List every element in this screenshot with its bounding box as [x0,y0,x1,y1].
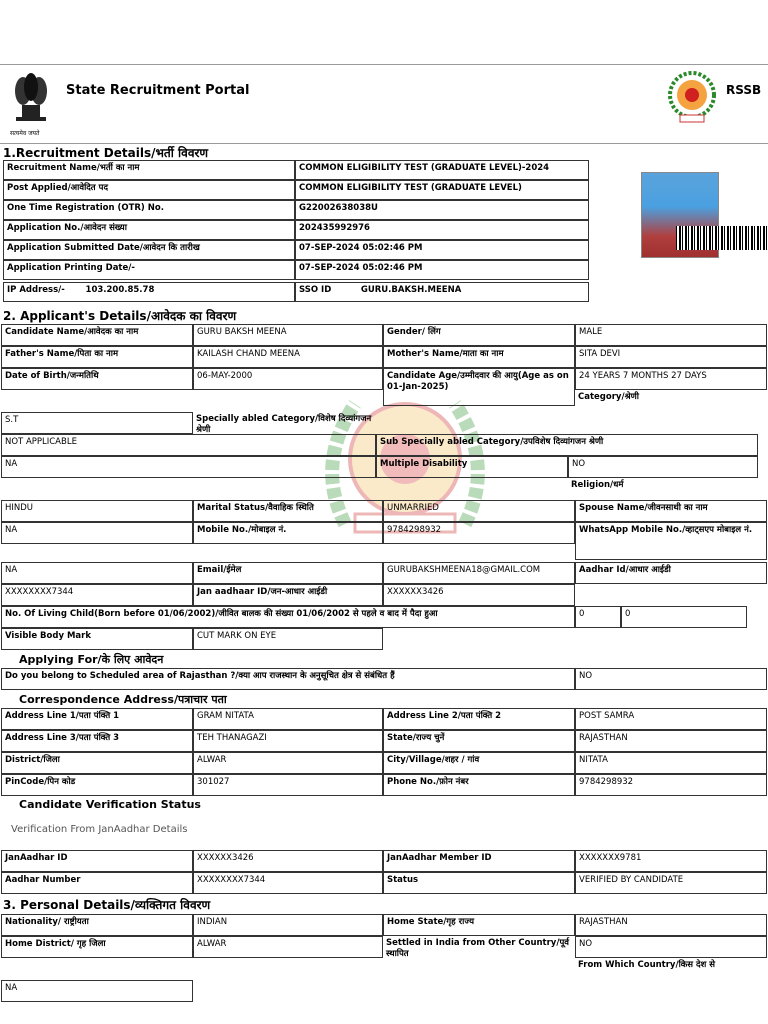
recruitment-label: Application Submitted Date/आवेदन कि तारीख [3,240,295,260]
label-state: State/राज्य चुनें [383,730,575,752]
label-dob: Date of Birth/जन्मतिथि [1,368,193,390]
value-specially-abled: NOT APPLICABLE [1,434,376,456]
value-multiple-disability: NO [568,456,758,478]
label-category: Category/श्रेणी [578,392,639,402]
ip-cell: IP Address/- 103.200.85.78 [3,282,295,302]
rssb-logo-icon [668,69,716,125]
label-spouse: Spouse Name/जीवनसाथी का नाम [575,500,767,522]
value-address1: GRAM NITATA [193,708,383,730]
value-category: S.T [1,412,193,434]
label-mother: Mother's Name/माता का नाम [383,346,575,368]
label-marital: Marital Status/वैवाहिक स्थिति [193,500,383,522]
label-gender: Gender/ लिंग [383,324,575,346]
value-age: 24 YEARS 7 MONTHS 27 DAYS [575,368,767,390]
value-living-child-2: 0 [621,606,747,628]
recruitment-value: COMMON ELIGIBILITY TEST (GRADUATE LEVEL)-2024 [295,160,589,180]
emblem-motto: सत्यमेव जयते [10,130,40,137]
value-home-state: RAJASTHAN [575,914,767,936]
label-living-child: No. Of Living Child(Born before 01/06/2002)/जीवित बालक की संख्या 01/06/2002 से पहले व बाद में पैदा हुआ [1,606,575,628]
section-applying-for: Applying For/के लिए आवेदन [19,653,164,666]
value-father: KAILASH CHAND MEENA [193,346,383,368]
value-nationality: INDIAN [193,914,383,936]
value-body-mark: CUT MARK ON EYE [193,628,383,650]
sso-cell: SSO ID GURU.BAKSH.MEENA [295,282,589,302]
recruitment-label: Recruitment Name/भर्ती का नाम [3,160,295,180]
label-aadhar-number: Aadhar Number [1,872,193,894]
section-correspondence: Correspondence Address/पत्राचार पता [19,693,227,706]
label-age: Candidate Age/उम्मीदवार की आयु(Age as on 01-Jan-2025) [383,368,575,406]
recruitment-value: COMMON ELIGIBILITY TEST (GRADUATE LEVEL) [295,180,589,200]
label-city: City/Village/शहर / गांव [383,752,575,774]
value-scheduled-area: NO [575,668,767,690]
recruitment-value: 07-SEP-2024 05:02:46 PM [295,260,589,280]
value-jan-aadhaar: XXXXXX3426 [383,584,575,606]
application-form [0,64,768,1024]
label-body-mark: Visible Body Mark [1,628,193,650]
label-scheduled-area: Do you belong to Scheduled area of Rajasthan ?/क्या आप राजस्थान के अनुसूचित क्षेत्र से संबंधित हैं [1,668,575,690]
verification-note: Verification From JanAadhar Details [11,824,188,835]
recruitment-label: Application No./आवेदन संख्या [3,220,295,240]
label-jan-aadhaar: Jan aadhaar ID/जन-आधार आईडी [193,584,383,606]
recruitment-value: 07-SEP-2024 05:02:46 PM [295,240,589,260]
label-settled: Settled in India from Other Country/पूर्व स्थापित [386,938,570,959]
value-city: NITATA [575,752,767,774]
value-marital: UNMARRIED [383,500,575,522]
recruitment-label: Post Applied/आवेदित पद [3,180,295,200]
label-sub-specially-abled: Sub Specially abled Category/उपविशेष दिव्यांगजन श्रेणी [376,434,758,456]
value-candidate-name: GURU BAKSH MEENA [193,324,383,346]
recruitment-value: G22002638038U [295,200,589,220]
value-mother: SITA DEVI [575,346,767,368]
value-address2: POST SAMRA [575,708,767,730]
label-status: Status [383,872,575,894]
value-gender: MALE [575,324,767,346]
label-specially-abled: Specially abled Category/विशेष दिव्यांगजन श्रेणी [196,414,372,434]
value-mobile: 9784298932 [383,522,575,544]
label-district: District/जिला [1,752,193,774]
value-whatsapp: NA [1,562,193,584]
portal-title: State Recruitment Portal [66,83,250,98]
label-from-country: From Which Country/किस देश से [578,960,716,970]
org-name: RSSB [726,83,762,97]
value-spouse: NA [1,522,193,544]
section-verification: Candidate Verification Status [19,798,201,811]
label-pincode: PinCode/पिन कोड [1,774,193,796]
value-phone: 9784298932 [575,774,767,796]
label-multiple-disability: Multiple Disability [376,456,568,478]
label-home-state: Home State/गृह राज्य [383,914,575,936]
value-dob: 06-MAY-2000 [193,368,383,390]
section-personal: 3. Personal Details/व्यक्तिगत विवरण [3,898,211,912]
label-address2: Address Line 2/पता पंक्ति 2 [383,708,575,730]
label-religion: Religion/धर्म [571,480,624,490]
value-member-id: XXXXXXX9781 [575,850,767,872]
value-district: ALWAR [193,752,383,774]
label-address1: Address Line 1/पता पंक्ति 1 [1,708,193,730]
label-member-id: JanAadhar Member ID [383,850,575,872]
label-nationality: Nationality/ राष्ट्रीयता [1,914,193,936]
value-pincode: 301027 [193,774,383,796]
value-aadhar: XXXXXXXX7344 [1,584,193,606]
value-from-country: NA [1,980,193,1002]
value-home-district: ALWAR [193,936,383,958]
national-emblem-icon [8,69,54,137]
section-applicant: 2. Applicant's Details/आवेदक का विवरण [3,309,237,323]
value-religion: HINDU [1,500,193,522]
label-address3: Address Line 3/पता पंक्ति 3 [1,730,193,752]
value-janaadhar-id: XXXXXX3426 [193,850,383,872]
value-state: RAJASTHAN [575,730,767,752]
section-recruitment: 1.Recruitment Details/भर्ती विवरण [3,146,209,160]
label-candidate-name: Candidate Name/आवेदक का नाम [1,324,193,346]
label-father: Father's Name/पिता का नाम [1,346,193,368]
label-mobile: Mobile No./मोबाइल नं. [193,522,383,544]
value-address3: TEH THANAGAZI [193,730,383,752]
label-home-district: Home District/ गृह जिला [1,936,193,958]
label-phone: Phone No./फ़ोन नंबर [383,774,575,796]
recruitment-label: Application Printing Date/- [3,260,295,280]
value-aadhar-number: XXXXXXXX7344 [193,872,383,894]
value-living-child-1: 0 [575,606,621,628]
label-janaadhar-id: JanAadhar ID [1,850,193,872]
label-whatsapp: WhatsApp Mobile No./व्हाट्सएप मोबाइल नं. [575,522,767,560]
recruitment-value: 202435992976 [295,220,589,240]
value-status: VERIFIED BY CANDIDATE [575,872,767,894]
recruitment-label: One Time Registration (OTR) No. [3,200,295,220]
header [0,64,768,144]
barcode [676,226,768,250]
label-email: Email/ईमेल [193,562,383,584]
value-settled: NO [575,936,767,958]
value-email: GURUBAKSHMEENA18@GMAIL.COM [383,562,575,584]
value-sub-specially-abled: NA [1,456,376,478]
label-aadhar: Aadhar Id/आधार आईडी [575,562,767,584]
